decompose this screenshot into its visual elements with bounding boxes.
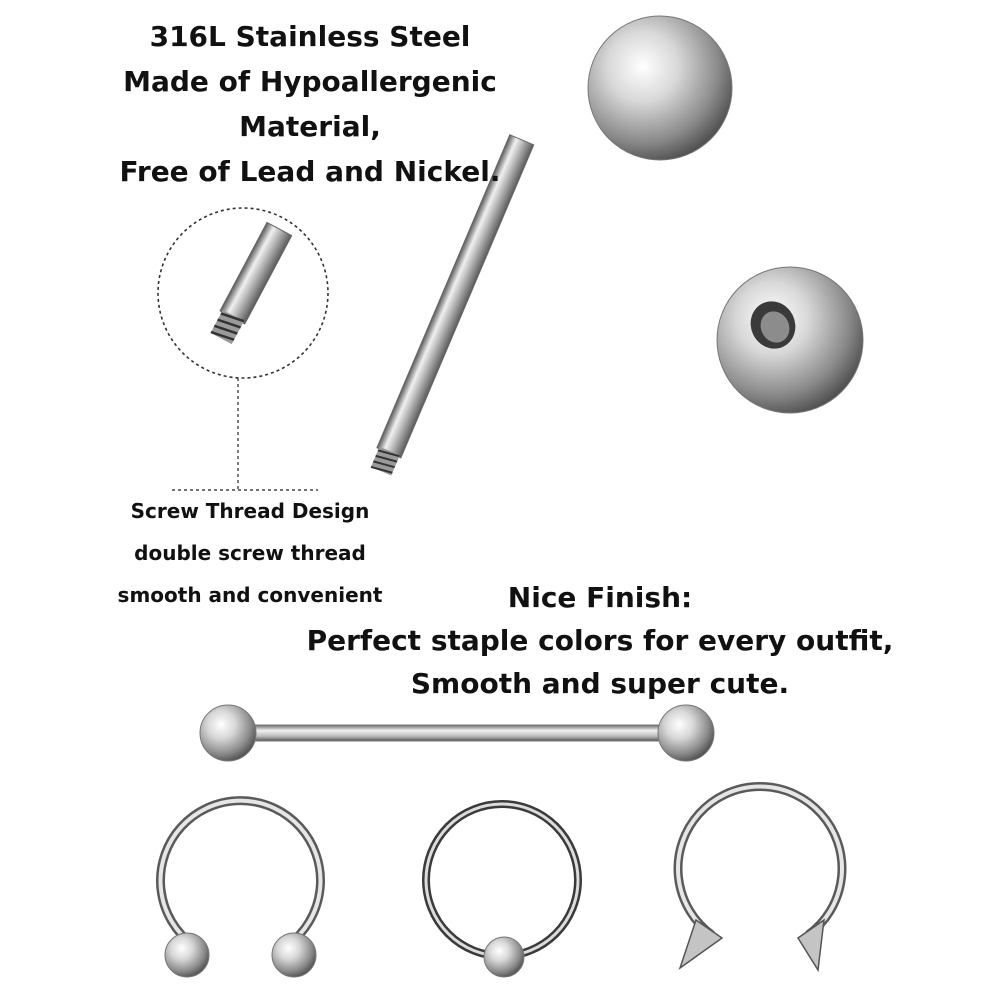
material-line-2: Made of Hypoallergenic [123,65,497,98]
finish-description [290,576,910,705]
finish-line-2: Perfect staple colors for every outfit, [306,624,894,657]
finish-line-3: Smooth and super cute. [410,667,790,700]
material-line-1: 316L Stainless Steel [149,20,471,53]
thread-line-2: double screw thread [134,541,366,565]
industrial-barbell [200,705,714,761]
material-line-4: Free of Lead and Nickel. [119,155,501,188]
material-line-3: Material, [239,110,381,143]
horseshoe-balls [161,801,321,977]
captive-bead-ring [426,804,578,977]
thread-zoom [158,208,328,490]
loose-ball [717,267,863,413]
material-description [90,14,530,194]
thread-line-3: smooth and convenient [117,583,383,607]
ball-top [588,16,732,160]
finish-line-1: Nice Finish: [507,581,693,614]
horseshoe-spikes [678,787,842,970]
thread-line-1: Screw Thread Design [130,499,370,523]
